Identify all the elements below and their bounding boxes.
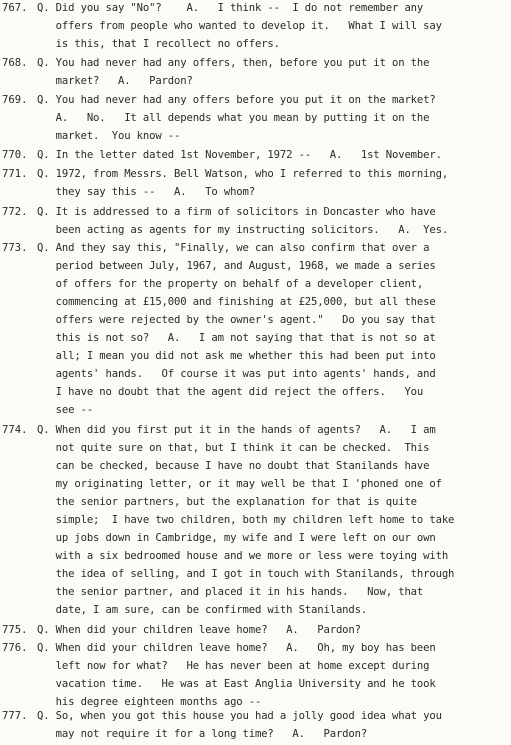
entry-line: they say this -- A. To whom? — [37, 186, 255, 198]
entry-number: 767. — [2, 2, 28, 14]
entry-number: 770. — [2, 149, 28, 161]
entry-line: can be checked, because I have no doubt that Stanilands have — [37, 460, 430, 472]
entry-line: vacation time. He was at East Anglia University and he took — [37, 678, 436, 690]
entry-line: Q. In the letter dated 1st November, 1972 -- A. 1st November. — [37, 149, 442, 161]
entry-line: not quite sure on that, but I think it can be checked. This — [37, 442, 430, 454]
entry-line: up jobs down in Cambridge, my wife and I were left on our own — [37, 532, 436, 544]
entry-line: left now for what? He has never been at home except during — [37, 660, 430, 672]
entry-line: A. No. It all depends what you mean by putting it on the — [37, 112, 430, 124]
entry-line: is this, that I recollect no offers. — [37, 38, 280, 50]
entry-number: 768. — [2, 57, 28, 69]
entry-number: 774. — [2, 424, 28, 436]
entry-number: 777. — [2, 710, 28, 722]
entry-line: Q. So, when you got this house you had a jolly good idea what you — [37, 710, 442, 722]
entry-line: the senior partner, and placed it in his hands. Now, that — [37, 586, 424, 598]
entry-line: commencing at £15,000 and finishing at £25,000, but all these — [37, 296, 436, 308]
entry-number: 775. — [2, 624, 28, 636]
entry-line: may not require it for a long time? A. Pardon? — [37, 728, 368, 740]
entry-line: the senior partners, but the explanation for that is quite — [37, 496, 417, 508]
entry-line: offers were rejected by the owner's agent." Do you say that — [37, 314, 436, 326]
entry-line: Q. And they say this, "Finally, we can also confirm that over a — [37, 242, 430, 254]
entry-line: Q. Did you say "No"? A. I think -- I do not remember any — [37, 2, 424, 14]
entry-line: market. You know -- — [37, 130, 181, 142]
entry-line: I have no doubt that the agent did reject the offers. You — [37, 386, 424, 398]
entry-line: date, I am sure, can be confirmed with Stanilands. — [37, 604, 368, 616]
entry-line: Q. It is addressed to a firm of solicitors in Doncaster who have — [37, 206, 436, 218]
entry-number: 773. — [2, 242, 28, 254]
entry-line: this is not so? A. I am not saying that that is not so at — [37, 332, 436, 344]
entry-line: period between July, 1967, and August, 1968, we made a series — [37, 260, 436, 272]
entry-line: Q. When did you first put it in the hands of agents? A. I am — [37, 424, 436, 436]
entry-line: Q. You had never had any offers, then, before you put it on the — [37, 57, 430, 69]
entry-line: the idea of selling, and I got in touch with Stanilands, through — [37, 568, 455, 580]
entry-line: agents' hands. Of course it was put into agents' hands, and — [37, 368, 436, 380]
entry-line: Q. You had never had any offers before you put it on the market? — [37, 94, 436, 106]
entry-number: 769. — [2, 94, 28, 106]
entry-line: all; I mean you did not ask me whether this had been put into — [37, 350, 436, 362]
entry-line: Q. When did your children leave home? A. Oh, my boy has been — [37, 642, 436, 654]
entry-line: been acting as agents for my instructing solicitors. A. Yes. — [37, 224, 449, 236]
entry-line: see -- — [37, 404, 94, 416]
entry-number: 772. — [2, 206, 28, 218]
entry-line: Q. When did your children leave home? A. Pardon? — [37, 624, 361, 636]
entry-number: 771. — [2, 168, 28, 180]
entry-line: Q. 1972, from Messrs. Bell Watson, who I referred to this morning, — [37, 168, 449, 180]
entry-line: offers from people who wanted to develop it. What I will say — [37, 20, 442, 32]
entry-number: 776. — [2, 642, 28, 654]
entry-line: my originating letter, or it may well be that I 'phoned one of — [37, 478, 442, 490]
entry-line: market? A. Pardon? — [37, 75, 193, 87]
entry-line: of offers for the property on behalf of a developer client, — [37, 278, 424, 290]
entry-line: simple; I have two children, both my children left home to take — [37, 514, 455, 526]
entry-line: his degree eighteen months ago -- — [37, 696, 262, 708]
entry-line: with a six bedroomed house and we more or less were toying with — [37, 550, 449, 562]
